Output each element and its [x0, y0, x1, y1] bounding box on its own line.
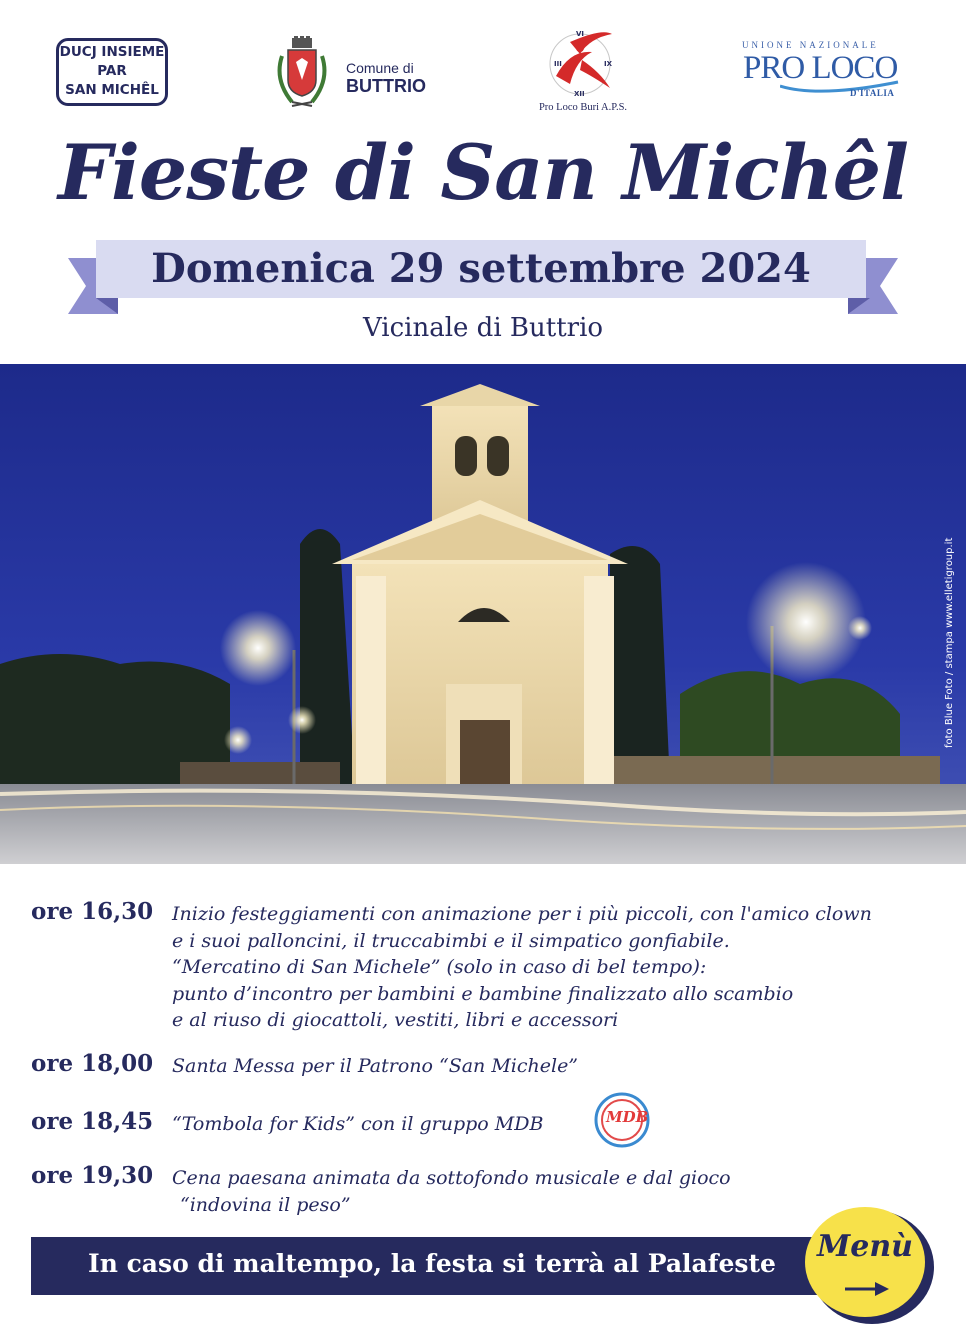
comune-name: BUTTRIO — [346, 76, 426, 96]
schedule-line: e i suoi palloncini, il truccabimbi e il simpatico gonfiabile. — [172, 929, 730, 952]
schedule-time: ore 18,45 — [31, 1108, 154, 1135]
schedule-description — [172, 1165, 942, 1218]
schedule-line: “Tombola for Kids” con il gruppo MDB — [172, 1113, 544, 1135]
photo-credit: foto Blue Foto / stampa www.elletigroup.it — [944, 537, 955, 748]
numeral-vi: VI — [576, 30, 585, 38]
mdb-group-logo — [592, 1088, 656, 1148]
schedule-time: ore 16,30 — [31, 898, 154, 925]
buttrio-crest-icon — [272, 36, 332, 114]
date-ribbon — [96, 240, 866, 298]
bad-weather-banner — [31, 1237, 831, 1295]
pro-loco-buri-caption: Pro Loco Buri A.P.S. — [538, 102, 628, 113]
schedule-line: Cena paesana animata da sottofondo musicale e dal gioco — [172, 1167, 731, 1189]
numeral-ix: IX — [604, 60, 613, 68]
unpli-bottom-text: D'ITALIA — [850, 88, 895, 98]
schedule-line: e al riuso di giocattoli, vestiti, libri e accessori — [172, 1009, 619, 1031]
menu-badge-label: Menù — [817, 1229, 913, 1264]
schedule-line: “Mercatino di San Michele” (solo in caso di bel tempo): — [172, 956, 707, 978]
bad-weather-notice: In caso di maltempo, la festa si terrà al Palafeste — [88, 1249, 776, 1278]
schedule-line: Santa Messa per il Patrono “San Michele” — [172, 1055, 579, 1077]
menu-badge[interactable] — [805, 1207, 925, 1317]
numeral-iii: III — [554, 60, 562, 68]
ducj-logo-line-1: DUCJ INSIEME — [59, 44, 165, 60]
pro-loco-buri-logo — [528, 24, 638, 114]
schedule-description — [172, 1053, 942, 1080]
unpli-top-text: UNIONE NAZIONALE — [742, 40, 879, 50]
schedule-description — [172, 901, 942, 1034]
event-title: Fieste di San Michêl — [58, 128, 908, 217]
schedule-line: punto d’incontro per bambini e bambine finalizzato allo scambio — [172, 982, 794, 1005]
event-location: Vicinale di Buttrio — [362, 313, 604, 343]
schedule-description — [172, 1111, 942, 1138]
schedule-time: ore 19,30 — [31, 1162, 154, 1189]
numeral-xii: XII — [574, 90, 585, 98]
comune-di-buttrio-logo — [272, 36, 442, 114]
ducj-logo-line-2: PAR — [97, 63, 127, 79]
mdb-logo-text: MDB — [606, 1108, 649, 1126]
ducj-logo-line-3: SAN MICHÊL — [65, 82, 159, 98]
event-date: Domenica 29 settembre 2024 — [151, 245, 811, 292]
schedule-line: “indovina il peso” — [180, 1193, 351, 1216]
comune-label: Comune di — [346, 60, 414, 76]
arrow-right-icon — [845, 1281, 889, 1297]
schedule-line: Inizio festeggiamenti con animazione per i più piccoli, con l'amico clown — [172, 903, 872, 925]
unpli-main-text: PRO LOCO — [743, 50, 898, 86]
church-photo — [0, 364, 966, 864]
pro-loco-buri-emblem-icon — [540, 24, 626, 100]
schedule-time: ore 18,00 — [31, 1050, 154, 1077]
unpli-logo — [740, 40, 910, 104]
ducj-insieme-logo — [56, 38, 168, 106]
